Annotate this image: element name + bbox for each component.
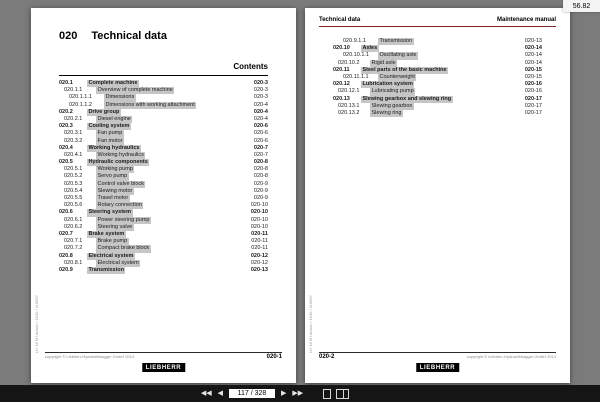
footer-divider [45,352,282,353]
toc-entry-page: 020-3 [253,80,268,86]
single-page-view-icon[interactable] [323,389,331,399]
toc-entry-page: 020-12 [250,252,268,259]
toc-entry-page: 020-6 [253,130,268,137]
toc-entry[interactable] [59,94,268,101]
toc-entry-label: Steering valve [97,223,133,230]
toc-entry-page: 020-10 [250,216,268,223]
toc-entry-label: Diesel engine [97,115,131,122]
chapter-title-text: Technical data [91,30,167,42]
toc-entry[interactable] [333,96,542,103]
toc-entry[interactable] [59,260,268,267]
toc-entry-label: Compact brake block [97,245,150,252]
toc-entry-page: 020-6 [253,123,268,130]
document-page-left [31,8,296,383]
footer-row [45,354,282,360]
toc-entry-number: 020.2.1 [64,115,83,122]
toc-entry[interactable] [333,74,542,81]
toc-entry-page: 020-14 [524,52,542,59]
toc-entry-label: Transmission [379,38,412,44]
toc-entry-number: 020.5 [59,159,73,166]
toc-entry-number: 020.4 [59,144,73,151]
toc-entry-label: Fan pump [97,130,123,137]
toc-entry[interactable] [59,102,268,109]
bottom-toolbar [0,385,600,402]
copyright-text: copyright © Liebherr-Hydraulikbagger GmbH 2014 [466,354,556,359]
toc-entry-label: Axles [362,45,378,52]
contents-divider [59,75,268,76]
toc-entry-number: 020.12 [333,81,350,88]
toc-entry-number: 020.10.1.1 [343,52,369,59]
toc-entry-number: 020.10.2 [338,59,360,66]
toc-entry-page: 020-14 [524,59,542,66]
toc-entry-page: 020-7 [253,144,268,151]
toc-entry-number: 020.7 [59,230,73,237]
toc-entry-number: 020.9 [59,266,73,273]
toc-entry-number: 020.5.5 [64,195,83,201]
toc-entry-page: 020-9 [253,195,268,201]
toc-entry-label: Hydraulic components [88,159,148,166]
toc-entry-label: Steel parts of the basic machine [362,66,447,73]
last-page-button[interactable]: ▶▶ [292,390,304,397]
copyright-text: copyright © Liebherr-Hydraulikbagger GmbH 2014 [45,354,135,359]
toc-entry-page: 020-12 [250,259,268,266]
toc-entry-page: 020-14 [524,45,542,52]
toc-entry[interactable] [59,231,268,238]
toc-entry[interactable] [59,209,268,216]
contents-heading: Contents [233,62,268,71]
toc-entry[interactable] [333,103,542,110]
right-toc [333,38,542,117]
toc-entry[interactable] [59,267,268,274]
toc-entry-label: Working hydraulics [88,144,140,151]
header-divider [319,26,556,27]
toc-entry-number: 020.5.6 [64,202,83,209]
toc-entry-page: 020-15 [524,73,542,80]
toc-entry[interactable] [59,80,268,87]
toc-entry[interactable] [59,253,268,260]
toc-entry[interactable] [59,159,268,166]
prev-page-button[interactable]: ◀ [217,390,223,397]
side-document-id: LH 18 M Litronic / 1640 / 110662 [308,295,313,353]
toc-entry-label: Working pump [97,166,133,173]
toc-entry[interactable] [333,45,542,52]
toc-entry-page: 020-17 [524,109,542,116]
toc-entry[interactable] [59,217,268,224]
toc-entry-page: 020-8 [253,173,268,180]
toc-entry[interactable] [59,238,268,245]
toc-entry-label: Steering system [88,209,131,216]
header-section-title: Technical data [319,17,361,23]
toc-entry-label: Dimensions [105,94,135,101]
toc-entry-number: 020.9.1.1 [343,38,366,44]
toc-entry-label: Rotary connection [97,202,142,209]
toc-entry[interactable] [59,166,268,173]
page-number: 020-2 [319,354,335,360]
toc-entry-page: 020-17 [524,95,542,102]
toc-entry-page: 020-16 [524,88,542,95]
toc-entry-page: 020-10 [250,202,268,209]
toc-entry[interactable] [59,109,268,116]
chapter-number: 020 [59,30,78,42]
toc-entry[interactable] [59,173,268,180]
toc-entry-label: Servo pump [97,173,128,180]
toc-entry-page: 020-11 [251,230,268,237]
footer-divider [319,352,556,353]
toc-entry-page: 020-10 [250,223,268,230]
toc-entry-page: 020-13 [250,266,268,273]
toc-entry-number: 020.3.1 [64,130,83,137]
left-toc [59,80,268,274]
toc-entry[interactable] [333,67,542,74]
toc-entry[interactable] [333,38,542,45]
toc-entry[interactable] [333,60,542,67]
toc-entry-page: 020-11 [251,238,268,245]
toc-entry-label: Working hydraulics [97,151,144,158]
toc-entry-label: Brake pump [97,238,128,245]
toc-entry-number: 020.5.3 [64,180,83,187]
toc-entry-number: 020.3.2 [64,137,83,144]
toc-entry[interactable] [59,138,268,145]
header-manual-title: Maintenance manual [496,17,556,23]
toc-entry-number: 020.4.1 [64,151,83,158]
toc-entry-page: 020-11 [251,245,268,252]
toc-entry-page: 020-10 [250,209,268,216]
toc-entry[interactable] [333,52,542,59]
toc-entry[interactable] [59,224,268,231]
page-navigation [201,389,349,399]
toc-entry-label: Slewing motor [97,187,133,194]
toc-entry-label: Slewing gearbox and slewing ring [362,95,452,102]
toc-entry-label: Transmission [88,266,124,273]
next-page-button[interactable]: ▶ [281,390,287,397]
toc-entry-number: 020.13.2 [338,109,360,116]
toc-entry-label: Slewing ring [371,109,402,116]
toc-entry-number: 020.1 [59,80,73,86]
toc-entry-number: 020.8.1 [64,259,83,266]
toc-entry-page: 020-8 [253,159,268,166]
toc-entry-number: 020.8 [59,252,73,259]
toc-entry[interactable] [59,202,268,209]
toc-entry-page: 020-3 [253,87,268,94]
toc-entry-label: Slewing gearbox [371,102,413,109]
toc-entry-label: Dimensions with working attachment [105,101,195,108]
zoom-indicator[interactable]: 56.82 [563,0,600,12]
toc-entry-label: Drive group [88,108,120,115]
toc-entry-label: Cooling system [88,123,130,130]
toc-entry-label: Complete machine [88,80,138,86]
toc-entry[interactable] [59,145,268,152]
toc-entry-label: Lubricating pump [371,88,414,95]
toc-entry-label: Fan motor [97,137,123,144]
toc-entry-number: 020.11.1.1 [343,73,369,80]
toc-entry-label: Brake system [88,230,125,237]
footer-row [319,354,556,360]
toc-entry[interactable] [59,87,268,94]
toc-entry-number: 020.6.2 [64,223,83,230]
toc-entry-number: 020.7.1 [64,238,83,245]
toc-entry-label: Electrical system [97,259,139,266]
toc-entry-page: 020-9 [253,180,268,187]
liebherr-logo: LIEBHERR [142,363,185,372]
toc-entry-page: 020-4 [253,101,268,108]
toc-entry[interactable] [59,130,268,137]
toc-entry-label: Lubrication system [362,81,413,88]
view-mode-buttons [323,389,349,399]
page-header [319,17,556,23]
toc-entry-number: 020.11 [333,66,350,73]
toc-entry-number: 020.10 [333,45,350,52]
toc-entry-label: Power steering pump [97,216,150,223]
toc-entry-number: 020.5.1 [64,166,83,173]
toc-entry-number: 020.2 [59,108,73,115]
toc-entry-label: Rigid axle [371,59,396,66]
toc-entry-page: 020-17 [524,102,542,109]
toc-entry[interactable] [333,88,542,95]
toc-entry[interactable] [59,116,268,123]
facing-pages-view-icon[interactable] [336,389,349,399]
toc-entry-number: 020.5.2 [64,173,83,180]
chapter-title [59,30,167,42]
toc-entry-number: 020.7.2 [64,245,83,252]
toc-entry-number: 020.6 [59,209,73,216]
toc-entry-label: Oscillating axle [379,52,417,59]
toc-entry[interactable] [333,110,542,117]
toc-entry-number: 020.13 [333,95,350,102]
toc-entry-label: Counterweight [379,73,415,80]
toc-entry-label: Travel motor [97,195,129,201]
toc-entry[interactable] [59,181,268,188]
toc-entry[interactable] [59,245,268,252]
toc-entry-page: 020-7 [253,151,268,158]
toc-entry-page: 020-15 [524,66,542,73]
toc-entry[interactable] [59,188,268,195]
toc-entry-number: 020.1.1.2 [69,101,92,108]
page-indicator-input[interactable]: 117 / 328 [229,389,275,398]
page-number: 020-1 [266,354,282,360]
toc-entry[interactable] [59,195,268,202]
first-page-button[interactable]: ◀◀ [200,390,212,397]
toc-entry[interactable] [333,81,542,88]
toc-entry-label: Control valve block [97,180,144,187]
toc-entry[interactable] [59,152,268,159]
toc-entry-number: 020.5.4 [64,187,83,194]
toc-entry-number: 020.1.1.1 [69,94,92,101]
toc-entry-page: 020-8 [253,166,268,173]
toc-entry-number: 020.6.1 [64,216,83,223]
toc-entry-number: 020.1.1 [64,87,83,94]
toc-entry-number: 020.3 [59,123,73,130]
toc-entry-page: 020-13 [524,38,542,44]
toc-entry-page: 020-16 [524,81,542,88]
toc-entry-page: 020-4 [253,115,268,122]
toc-entry-page: 020-4 [253,108,268,115]
toc-entry-page: 020-6 [253,137,268,144]
side-document-id: LH 18 M Litronic / 1640 / 110662 [34,295,39,353]
toc-entry-number: 020.12.1 [338,88,360,95]
toc-entry-label: Electrical system [88,252,134,259]
document-page-right [305,8,570,383]
liebherr-logo: LIEBHERR [416,363,459,372]
toc-entry-number: 020.13.1 [338,102,360,109]
toc-entry-label: Overview of complete machine [97,87,173,94]
toc-entry-page: 020-3 [253,94,268,101]
toc-entry-page: 020-9 [253,187,268,194]
toc-entry[interactable] [59,123,268,130]
